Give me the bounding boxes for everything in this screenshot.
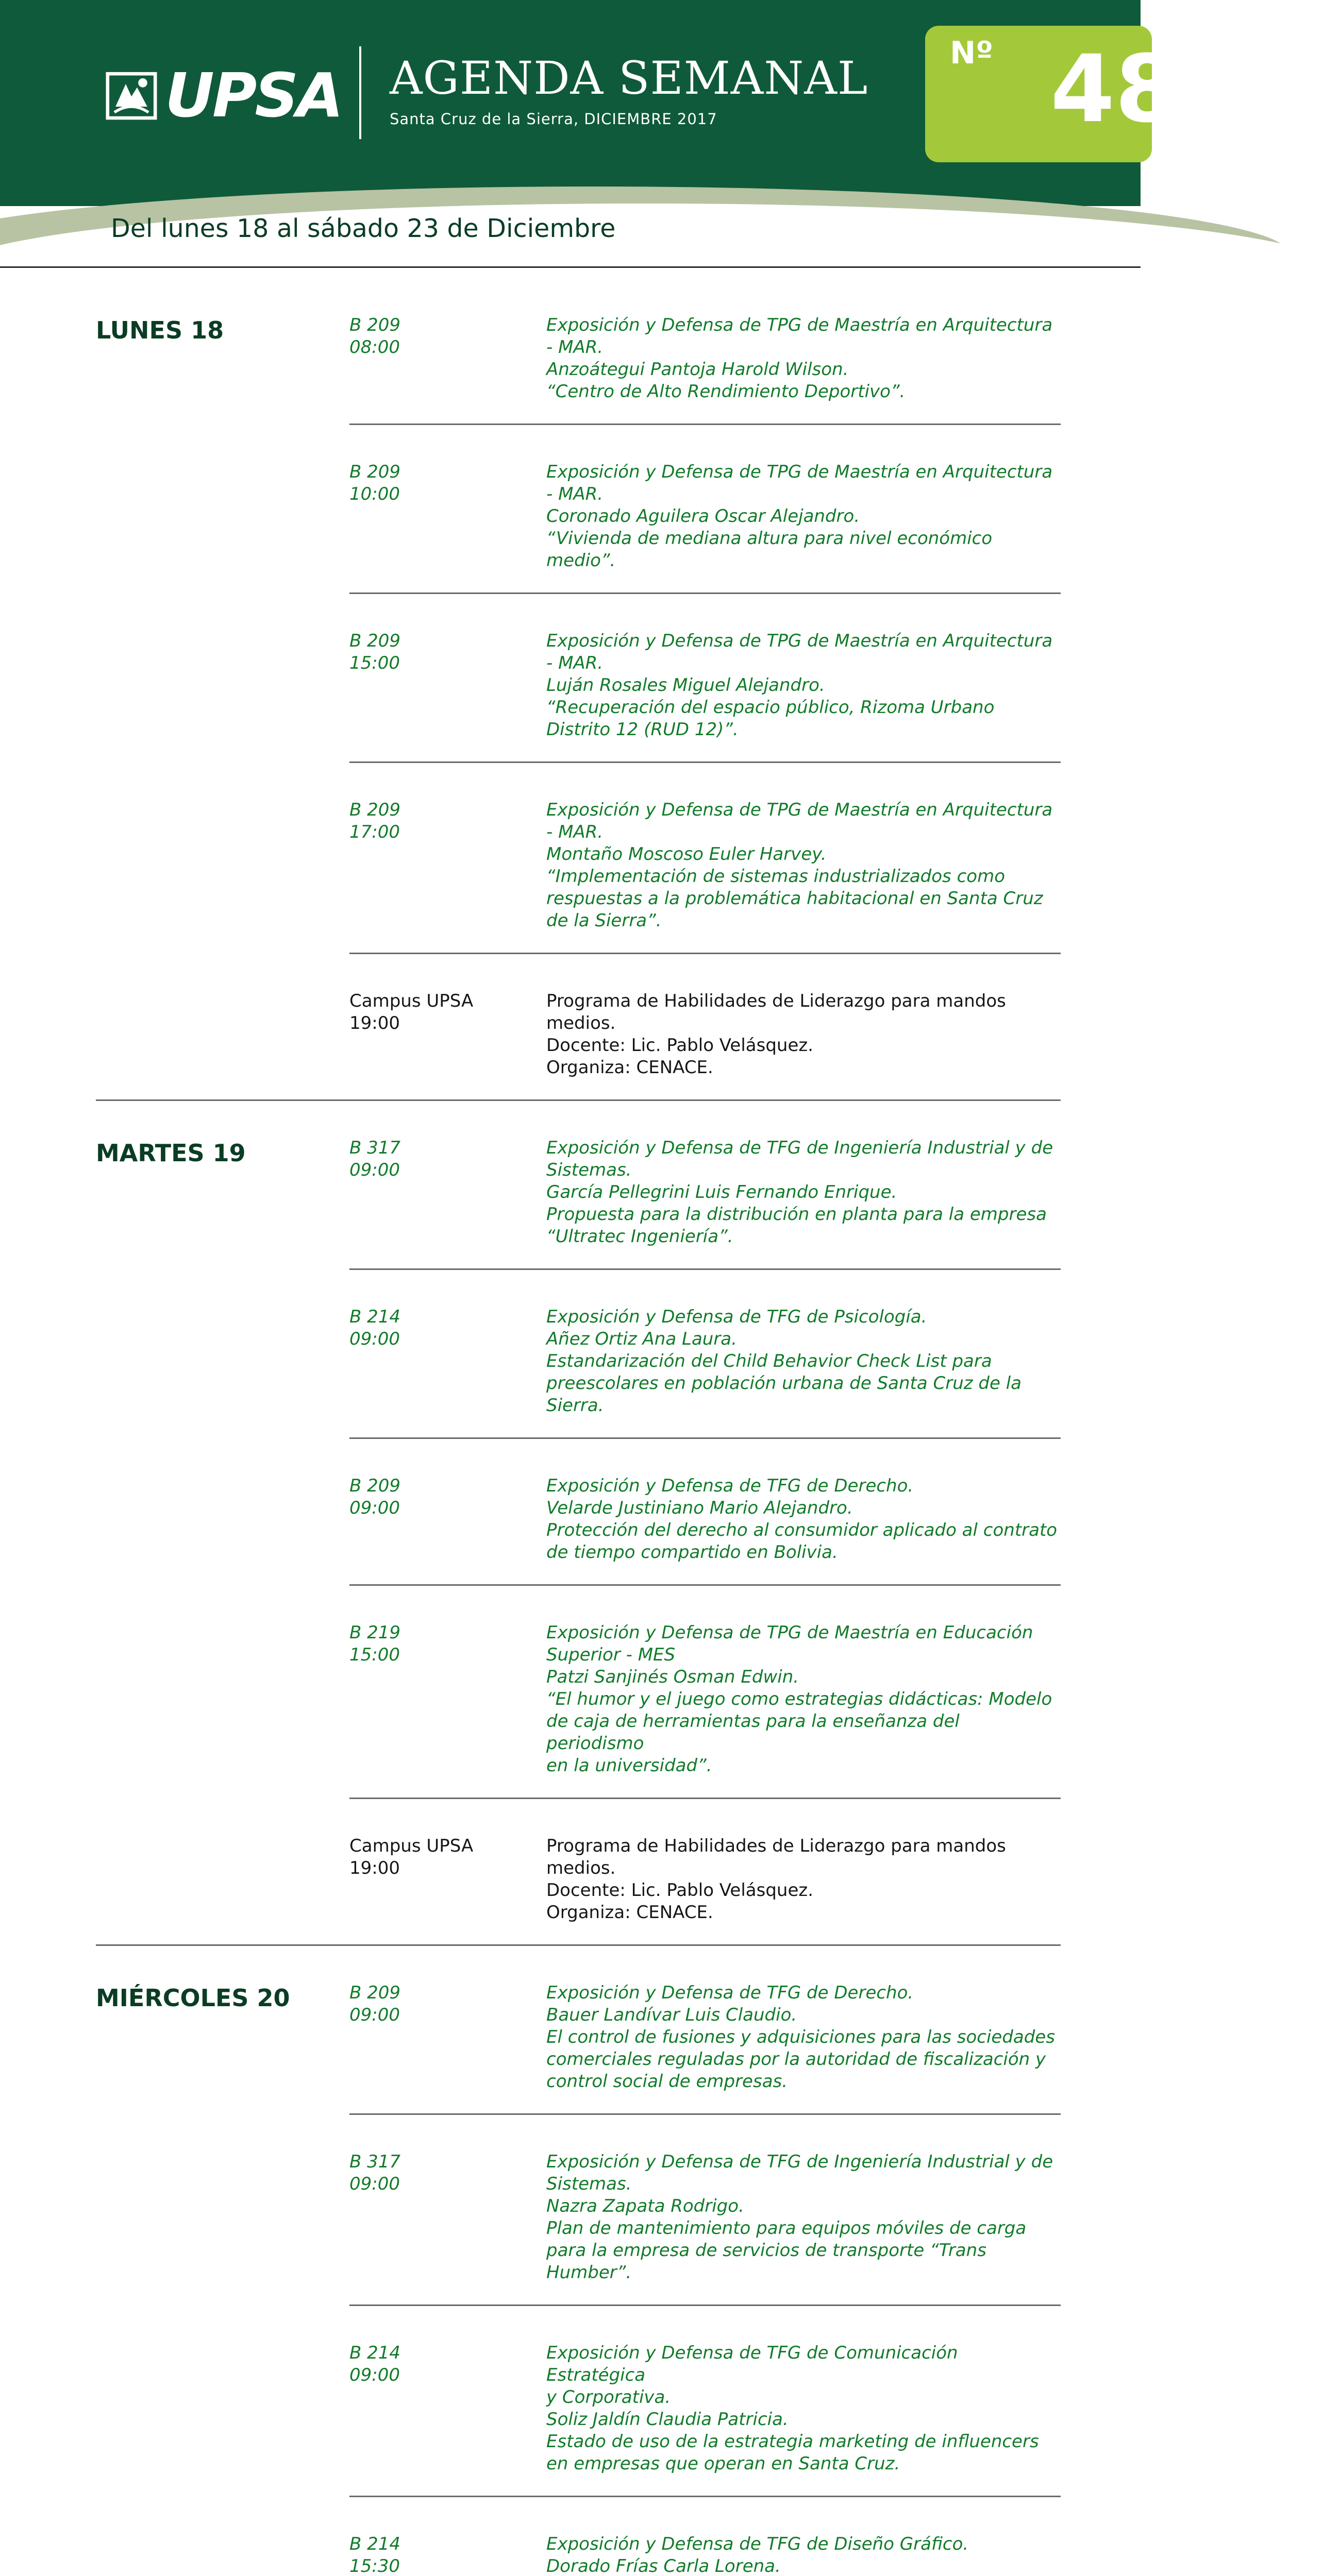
- entry-time: 15:30: [349, 2556, 400, 2576]
- entry-description-line: “Centro de Alto Rendimiento Deportivo”.: [546, 381, 906, 402]
- entry-description-line: Patzi Sanjinés Osman Edwin.: [546, 1667, 799, 1687]
- agenda-entry: [349, 1946, 1061, 2115]
- entry-description: [546, 1622, 1061, 1777]
- entry-description-line: Soliz Jaldín Claudia Patricia.: [546, 2409, 789, 2430]
- issue-number-badge: [925, 26, 1180, 162]
- entry-description-line: Superior - MES: [546, 1645, 676, 1665]
- entry-time: 15:00: [349, 1645, 400, 1665]
- upsa-logo: [103, 62, 342, 129]
- entry-description-line: Protección del derecho al consumidor aplicado al contrato: [546, 1520, 1058, 1540]
- entry-description-line: Exposición y Defensa de TFG de Psicología.: [546, 1307, 927, 1327]
- entry-description-line: - MAR.: [546, 653, 604, 673]
- entry-description-line: Exposición y Defensa de TPG de Maestría en Arquitectura: [546, 315, 1053, 335]
- entry-location: B 209: [349, 631, 401, 651]
- entry-description-line: Exposición y Defensa de TPG de Maestría en Arquitectura: [546, 462, 1053, 482]
- entry-location: B 209: [349, 1476, 401, 1496]
- entry-description-line: Sistemas.: [546, 1160, 632, 1180]
- page-subtitle: Santa Cruz de la Sierra, DICIEMBRE 2017: [390, 110, 717, 128]
- logo-wordmark: UPSA: [165, 60, 342, 131]
- entry-location: B 209: [349, 1982, 401, 2003]
- entry-location-time: [349, 1137, 546, 1248]
- entry-description-line: Humber”.: [546, 2262, 632, 2283]
- entry-location: B 219: [349, 1622, 401, 1643]
- issue-label: Nº: [950, 35, 994, 71]
- entry-description: [546, 1835, 1061, 1924]
- entry-description-line: de tiempo compartido en Bolivia.: [546, 1542, 838, 1563]
- entry-location-time: [349, 1982, 546, 2093]
- entry-description-line: Exposición y Defensa de TFG de Diseño Gráfico.: [546, 2534, 969, 2554]
- entry-description-line: Exposición y Defensa de TFG de Ingeniería Industrial y de: [546, 2151, 1053, 2172]
- agenda-entry: [349, 954, 1061, 1099]
- agenda-entry: [349, 1270, 1061, 1439]
- entry-location: Campus UPSA: [349, 1836, 474, 1856]
- day-label: LUNES 18: [96, 316, 224, 344]
- entry-location: B 214: [349, 2534, 401, 2554]
- entry-description: [546, 1137, 1061, 1248]
- entry-location-time: [349, 1475, 546, 1564]
- entry-location: B 209: [349, 315, 401, 335]
- entry-description: [546, 314, 1061, 403]
- entry-description-line: Programa de Habilidades de Liderazgo para mandos: [546, 1836, 1006, 1856]
- entry-description-line: Plan de mantenimiento para equipos móviles de carga: [546, 2218, 1027, 2239]
- entry-description-line: de la Sierra”.: [546, 910, 662, 931]
- entry-description-line: de caja de herramientas para la enseñanza del periodismo: [546, 1711, 960, 1754]
- entry-description-line: Exposición y Defensa de TPG de Maestría en Arquitectura: [546, 631, 1053, 651]
- entry-description-line: Nazra Zapata Rodrigo.: [546, 2196, 744, 2216]
- entry-description-line: - MAR.: [546, 822, 604, 842]
- entry-description-line: Exposición y Defensa de TPG de Maestría en Educación: [546, 1622, 1033, 1643]
- entry-description-line: medios.: [546, 1858, 616, 1878]
- entry-description-line: “Vivienda de mediana altura para nivel económico: [546, 528, 993, 549]
- entry-description-line: El control de fusiones y adquisiciones para las sociedades: [546, 2027, 1055, 2047]
- entry-location-time: [349, 314, 546, 403]
- entry-description-line: Organiza: CENACE.: [546, 1057, 713, 1078]
- entry-description-line: Propuesta para la distribución en planta para la empresa: [546, 1204, 1047, 1225]
- entry-description-line: Montaño Moscoso Euler Harvey.: [546, 844, 827, 865]
- entry-description-line: Organiza: CENACE.: [546, 1902, 713, 1923]
- entry-description: [546, 461, 1061, 572]
- entry-location-time: [349, 1835, 546, 1924]
- entry-description-line: - MAR.: [546, 484, 604, 504]
- entry-description-line: “El humor y el juego como estrategias didácticas: Modelo: [546, 1689, 1052, 1709]
- entry-time: 19:00: [349, 1858, 400, 1878]
- day-entries: [349, 278, 1061, 1099]
- entry-description-line: “Ultratec Ingeniería”.: [546, 1226, 733, 1247]
- entry-description-line: “Recuperación del espacio público, Rizoma Urbano: [546, 697, 995, 718]
- entry-description-line: y Corporativa.: [546, 2387, 671, 2408]
- entry-description-line: Exposición y Defensa de TFG de Comunicación Estratégica: [546, 2343, 958, 2385]
- entry-location: B 209: [349, 800, 401, 820]
- entry-time: 08:00: [349, 337, 400, 358]
- entry-location: B 214: [349, 1307, 401, 1327]
- entry-location-time: [349, 990, 546, 1079]
- entry-location-time: [349, 799, 546, 932]
- entry-description-line: Anzoátegui Pantoja Harold Wilson.: [546, 359, 849, 380]
- entry-description-line: Coronado Aguilera Oscar Alejandro.: [546, 506, 860, 527]
- agenda-entry: [349, 1799, 1061, 1944]
- entry-description: [546, 2151, 1061, 2284]
- entry-description-line: Estandarización del Child Behavior Check List para: [546, 1351, 992, 1371]
- entry-description-line: medios.: [546, 1013, 616, 1033]
- entry-description: [546, 2342, 1061, 2475]
- entry-location: B 317: [349, 1138, 401, 1158]
- entry-description-line: Sierra.: [546, 1395, 604, 1416]
- entry-description-line: Docente: Lic. Pablo Velásquez.: [546, 1035, 814, 1056]
- header-divider: [359, 46, 361, 139]
- agenda-entry: [349, 2306, 1061, 2497]
- entry-description-line: Añez Ortiz Ana Laura.: [546, 1329, 737, 1349]
- agenda-entry: [349, 1439, 1061, 1586]
- entry-time: 09:00: [349, 2005, 400, 2025]
- entry-description-line: para la empresa de servicios de transporte “Trans: [546, 2240, 986, 2261]
- date-range-divider: [0, 266, 1141, 268]
- entry-location: B 209: [349, 462, 401, 482]
- day-label: MARTES 19: [96, 1139, 246, 1167]
- agenda-entry: [349, 278, 1061, 425]
- entry-time: 19:00: [349, 1013, 400, 1033]
- entry-description-line: Exposición y Defensa de TPG de Maestría en Arquitectura: [546, 800, 1053, 820]
- entry-location: Campus UPSA: [349, 991, 474, 1011]
- entry-description: [546, 990, 1061, 1079]
- day-section: [0, 1946, 1141, 2576]
- agenda-entry: [349, 2497, 1061, 2576]
- entry-location: B 214: [349, 2343, 401, 2363]
- entry-description-line: Estado de uso de la estrategia marketing de influencers: [546, 2431, 1039, 2452]
- entry-description-line: en la universidad”.: [546, 1755, 712, 1776]
- day-entries: [349, 1946, 1061, 2576]
- entry-time: 09:00: [349, 1160, 400, 1180]
- entry-description-line: medio”.: [546, 550, 616, 571]
- entry-location-time: [349, 2151, 546, 2284]
- entry-description-line: “Implementación de sistemas industrializados como: [546, 866, 1005, 887]
- entry-description-line: Programa de Habilidades de Liderazgo para mandos: [546, 991, 1006, 1011]
- entry-description-line: Luján Rosales Miguel Alejandro.: [546, 675, 825, 696]
- entry-description: [546, 2533, 1061, 2576]
- entry-location: B 317: [349, 2151, 401, 2172]
- day-label: MIÉRCOLES 20: [96, 1984, 290, 2012]
- entry-description-line: Sistemas.: [546, 2174, 632, 2194]
- entry-time: 17:00: [349, 822, 400, 842]
- agenda-entry: [349, 594, 1061, 763]
- entry-description-line: en empresas que operan en Santa Cruz.: [546, 2453, 900, 2474]
- agenda-entry: [349, 763, 1061, 954]
- page-title: AGENDA SEMANAL: [390, 52, 868, 105]
- entry-description-line: respuestas a la problemática habitacional en Santa Cruz: [546, 888, 1043, 909]
- entry-location-time: [349, 1622, 546, 1777]
- entry-description: [546, 1306, 1061, 1417]
- agenda-entry: [349, 2115, 1061, 2306]
- day-section: [0, 278, 1141, 1099]
- entry-description-line: Exposición y Defensa de TFG de Derecho.: [546, 1476, 914, 1496]
- entry-time: 09:00: [349, 1498, 400, 1518]
- day-section: [0, 1101, 1141, 1944]
- entry-location-time: [349, 2533, 546, 2576]
- entry-description-line: Exposición y Defensa de TFG de Ingeniería Industrial y de: [546, 1138, 1053, 1158]
- entry-description: [546, 799, 1061, 932]
- entry-description-line: Dorado Frías Carla Lorena.: [546, 2556, 781, 2576]
- entry-location-time: [349, 1306, 546, 1417]
- entry-description-line: Exposición y Defensa de TFG de Derecho.: [546, 1982, 914, 2003]
- agenda-list: [0, 278, 1141, 2576]
- entry-time: 09:00: [349, 2365, 400, 2385]
- entry-description-line: preescolares en población urbana de Santa Cruz de la: [546, 1373, 1022, 1394]
- agenda-entry: [349, 1101, 1061, 1270]
- upsa-emblem-icon: [103, 67, 160, 124]
- entry-description-line: control social de empresas.: [546, 2071, 788, 2092]
- date-range: Del lunes 18 al sábado 23 de Diciembre: [111, 214, 616, 243]
- entry-location-time: [349, 630, 546, 741]
- entry-description-line: Docente: Lic. Pablo Velásquez.: [546, 1880, 814, 1901]
- entry-description: [546, 1475, 1061, 1564]
- issue-number: 48: [1050, 36, 1180, 143]
- entry-location-time: [349, 461, 546, 572]
- entry-time: 10:00: [349, 484, 400, 504]
- entry-time: 09:00: [349, 1329, 400, 1349]
- entry-description: [546, 1982, 1061, 2093]
- entry-time: 15:00: [349, 653, 400, 673]
- entry-description-line: Velarde Justiniano Mario Alejandro.: [546, 1498, 853, 1518]
- entry-description-line: García Pellegrini Luis Fernando Enrique.: [546, 1182, 897, 1202]
- entry-description: [546, 630, 1061, 741]
- agenda-entry: [349, 1586, 1061, 1799]
- entry-location-time: [349, 2342, 546, 2475]
- entry-description-line: comerciales reguladas por la autoridad de fiscalización y: [546, 2049, 1046, 2070]
- entry-description-line: Distrito 12 (RUD 12)”.: [546, 719, 739, 740]
- agenda-entry: [349, 425, 1061, 594]
- entry-description-line: - MAR.: [546, 337, 604, 358]
- day-entries: [349, 1101, 1061, 1944]
- entry-time: 09:00: [349, 2174, 400, 2194]
- entry-description-line: Bauer Landívar Luis Claudio.: [546, 2005, 797, 2025]
- header-banner: [0, 0, 1180, 206]
